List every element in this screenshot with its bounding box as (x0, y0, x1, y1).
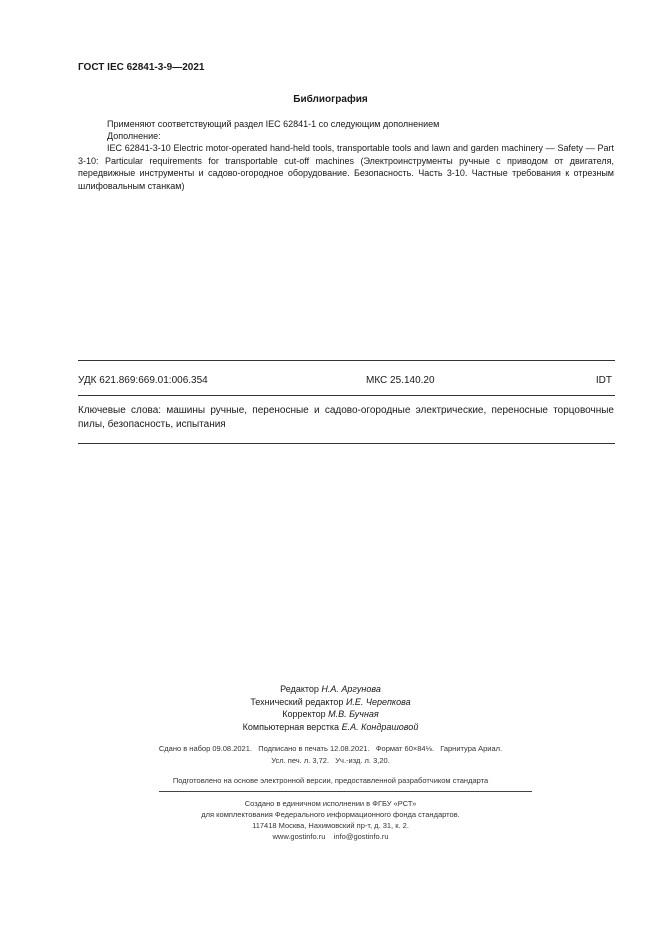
keywords: Ключевые слова: машины ручные, переносные и садово-огородные электрические, переносные торцовочные пилы, безопасность, испытания (78, 405, 614, 430)
imprint-line-2: Усл. печ. л. 3,72. Уч.-изд. л. 3,20. (271, 756, 390, 765)
publisher-line-1: Создано в единичном исполнении в ФГБУ «РСТ» (244, 799, 417, 808)
top-divider (78, 360, 615, 361)
publisher-divider (159, 791, 532, 792)
middle-divider (78, 395, 615, 396)
credit-layout: Компьютерная верстка Е.А. Кондрашовой (242, 721, 419, 732)
credit-editor: Редактор Н.А. Аргунова (280, 684, 381, 694)
document-header: ГОСТ IEC 62841-3-9—2021 (78, 62, 205, 73)
publisher-line-2: для комплектования Федерального информационного фонда стандартов. (201, 810, 460, 819)
idt-marker: IDT (595, 375, 612, 386)
source-note: Подготовлено на основе электронной версии, предоставленной разработчиком стандарта (172, 776, 489, 785)
publisher-line-4: www.gostinfo.ru info@gostinfo.ru (272, 832, 389, 841)
bibliography-title: Библиография (293, 94, 368, 105)
bibliography-addition-label: Дополнение: (107, 131, 161, 141)
imprint-line-1: Сдано в набор 09.08.2021. Подписано в печать 12.08.2021. Формат 60×84⅛. Гарнитура Ариал. (158, 744, 503, 753)
bibliography-reference: IEC 62841-3-10 Electric motor-operated hand-held tools, transportable tools and lawn and garden machinery — Safety — Part 3-10: Particular requirements for transportable cut-off machines (Электроинструменты ручные с приводом от двигателя, передвижные инструменты и садово-огородное оборудование. Безопасность. Часть 3-10. Частные требования к отрезным шлифовальным станкам) (78, 143, 614, 191)
credit-tech-editor: Технический редактор И.Е. Черепкова (250, 696, 411, 707)
udc-code: УДК 621.869:669.01:006.354 (78, 375, 208, 386)
bibliography-intro: Применяют соответствующий раздел IEC 62841-1 со следующим дополнением (107, 119, 440, 129)
bottom-divider (78, 443, 615, 444)
publisher-line-3: 117418 Москва, Нахимовский пр-т, д. 31, к. 2. (252, 821, 409, 830)
credit-corrector: Корректор М.В. Бучная (282, 709, 379, 719)
mks-code: МКС 25.140.20 (366, 375, 435, 386)
imprint-block (0, 743, 661, 767)
credits-block (0, 683, 661, 733)
publisher-block (0, 798, 661, 842)
